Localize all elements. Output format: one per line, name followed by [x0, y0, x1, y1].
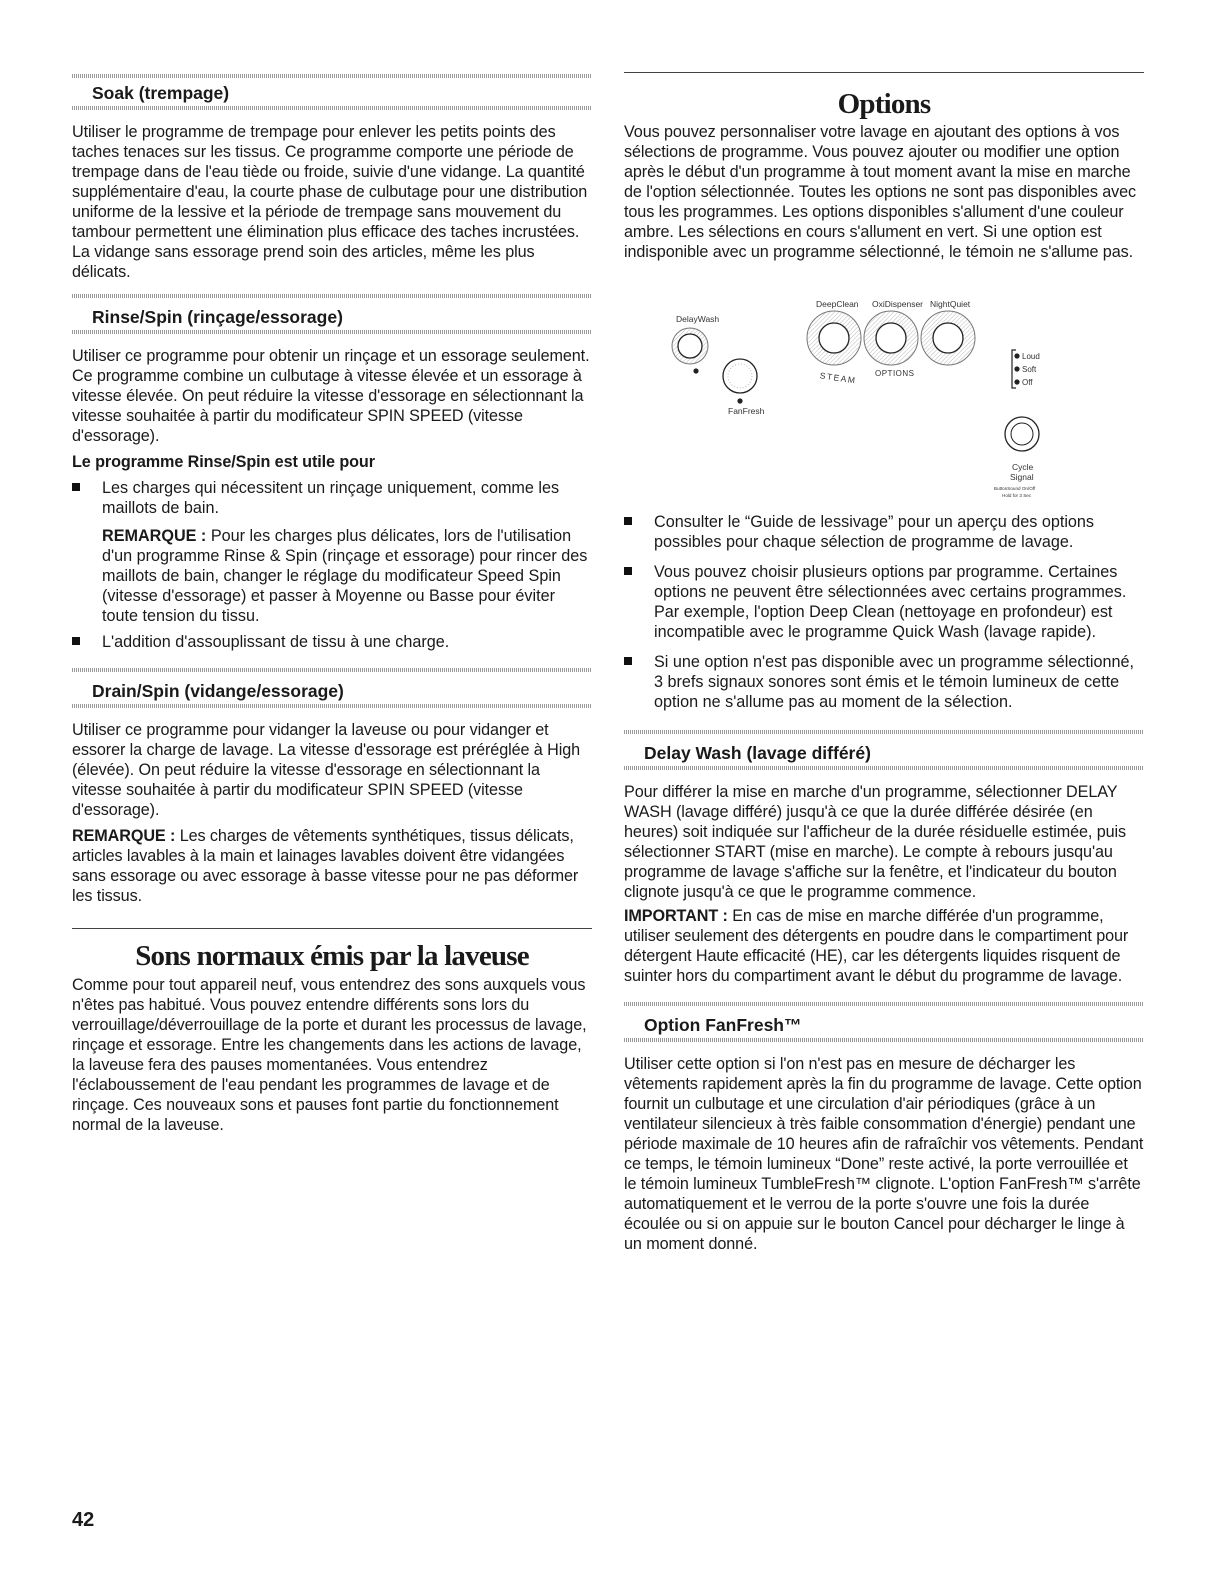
control-panel-figure	[672, 296, 1040, 516]
sounds-body: Comme pour tout appareil neuf, vous entendrez des sons auxquels vous n'êtes pas habitué. Vous pouvez entendre différents sons lors du verrouillage/déverrouillage de la porte et durant les processus de lavage, rinçage et essorage. Entre les changements dans les actions de lavage, la laveuse fera des pauses momentanées. Vous entendrez l'éclaboussement de l'eau pendant les programmes de lavage et de rinçage. Ces nouveaux sons et pauses font partie du fonctionnement normal de la laveuse.	[72, 976, 587, 1134]
rinse-spin-note	[72, 526, 592, 626]
note-label: REMARQUE :	[72, 827, 176, 845]
knob-icon	[933, 323, 963, 353]
delay-wash-button[interactable]	[672, 328, 708, 364]
hold-label: Hold for 3 Sec	[1002, 493, 1032, 498]
drain-spin-title: Drain/Spin (vidange/essorage)	[92, 681, 344, 701]
oxi-dispenser-button[interactable]	[864, 311, 918, 365]
fanfresh-button[interactable]	[723, 359, 757, 393]
note-text: Les charges de vêtements synthétiques, tissus délicats, articles lavables à la main et lainages lavables doivent être vidangées sans essorage ou avec essorage à basse vitesse pour ne pas déformer les tissus.	[72, 827, 579, 905]
cycle-label: Cycle	[1012, 462, 1034, 472]
options-body: Vous pouvez personnaliser votre lavage en ajoutant des options à vos sélections de programme. Vous pouvez ajouter ou modifier une option après le début d'un programme à tout moment avant la mise en marche de l'option sélectionnée. Toutes les options ne sont pas disponibles avec tous les programmes. Les options disponibles s'allument d'une couleur ambre. Les sélections en cours s'allument en vert. Si une option est indisponible avec un programme sélectionné, le témoin ne s'allume pas.	[624, 123, 1137, 261]
rinse-spin-title: Rinse/Spin (rinçage/essorage)	[92, 307, 343, 327]
soft-label: Soft	[1022, 365, 1037, 374]
knob-icon	[1005, 417, 1039, 451]
list-item	[72, 478, 592, 518]
delay-wash-body: Pour différer la mise en marche d'un programme, sélectionner DELAY WASH (lavage différé) jusqu'à ce que la durée différée désirée (en heures) soit indiquée sur l'afficheur de la durée résiduelle estimée, puis sélectionner START (mise en marche). Le compte à rebours jusqu'au programme de lavage s'affiche sur la fenêtre, et l'indicateur du bouton clignote jusqu'à ce que le programme commence.	[624, 783, 1126, 901]
bullet-square-icon	[624, 517, 632, 525]
note-text: Pour les charges plus délicates, lors de l'utilisation d'un programme Rinse & Spin (rinçage et essorage) pour rincer des maillots de bain, changer le réglage du modificateur Speed Spin (vitesse d'essorage) et passer à Moyenne ou Basse pour éviter toute tension du tissu.	[102, 527, 588, 625]
indicator-dot-icon	[1014, 366, 1019, 371]
rinse-spin-useful-heading: Le programme Rinse/Spin est utile pour	[72, 453, 375, 471]
deep-clean-label: DeepClean	[816, 299, 859, 309]
drain-spin-body: Utiliser ce programme pour vidanger la laveuse ou pour vidanger et essorer la charge de lavage. La vitesse d'essorage est préréglée à High (élevée). On peut réduire la vitesse d'essorage en sélectionnant la vitesse souhaitée à partir du modificateur SPIN SPEED (vitesse d'essorage).	[72, 721, 580, 819]
night-quiet-label: NightQuiet	[930, 299, 971, 309]
bullet-square-icon	[624, 657, 632, 665]
rinse-spin-bullet-1: Les charges qui nécessitent un rinçage uniquement, comme les maillots de bain.	[102, 479, 560, 517]
left-column	[72, 0, 592, 1135]
indicator-dot-icon	[1014, 353, 1019, 358]
bullet-square-icon	[624, 567, 632, 575]
fanfresh-title: Option FanFresh™	[644, 1015, 802, 1035]
right-column	[624, 0, 1144, 1254]
knob-icon	[678, 334, 702, 358]
indicator-dot-icon	[1014, 379, 1019, 384]
options-bullet-1: Consulter le “Guide de lessivage” pour un aperçu des options possibles pour chaque sélection de programme de lavage.	[654, 513, 1095, 551]
cycle-signal-button[interactable]	[1005, 417, 1039, 451]
knob-icon	[876, 323, 906, 353]
fanfresh-label: FanFresh	[728, 406, 765, 416]
knob-icon	[819, 323, 849, 353]
off-label: Off	[1022, 378, 1033, 387]
bullet-square-icon	[72, 483, 80, 491]
fanfresh-body: Utiliser cette option si l'on n'est pas en mesure de décharger les vêtements rapidement après la fin du programme de lavage. Cette option fournit un culbutage et une circulation d'air périodiques (grâce à un ventilateur silencieux à très faible consommation d'énergie) pendant une période maximale de 10 heures afin de rafraîchir vos vêtements. Pendant ce temps, le témoin lumineux “Done” reste activé, la porte verrouillée et le témoin lumineux TumbleFresh™ clignote. L'option FanFresh™ s'arrête automatiquement et le verrou de la porte s'ouvre une fois la durée écoulée ou si on appuie sur le bouton Cancel pour décharger le linge à un moment donné.	[624, 1055, 1144, 1253]
options-bullet-2: Vous pouvez choisir plusieurs options par programme. Certaines options ne peuvent être sélectionnées avec certains programmes. Par exemple, l'option Deep Clean (nettoyage en profondeur) est incompatible avec le programme Quick Wash (lavage rapide).	[654, 563, 1127, 641]
delay-wash-important	[624, 906, 1144, 986]
delay-wash-title: Delay Wash (lavage différé)	[644, 743, 871, 763]
indicator-dot-icon	[693, 368, 698, 373]
signal-label: Signal	[1010, 472, 1034, 482]
oxi-dispenser-label: OxiDispenser	[872, 299, 924, 309]
options-list	[624, 512, 1144, 712]
delay-wash-label: DelayWash	[676, 314, 720, 324]
important-text: En cas de mise en marche différée d'un programme, utiliser seulement des détergents en poudre dans le compartiment pour détergent Haute efficacité (HE), car les détergents liquides risquent de suinter hors du compartiment avant le début du programme de lavage.	[624, 907, 1129, 985]
sounds-title: Sons normaux émis par la laveuse	[135, 940, 529, 972]
loud-label: Loud	[1022, 352, 1040, 361]
button-sound-label: ButtonSound On/Off	[994, 486, 1036, 491]
rinse-spin-bullet-2: L'addition d'assouplissant de tissu à une charge.	[102, 633, 450, 651]
rinse-spin-list	[72, 478, 592, 518]
note-label: REMARQUE :	[102, 527, 207, 545]
list-item	[624, 512, 1144, 552]
options-panel-label: OPTIONS	[875, 369, 915, 378]
drain-spin-note	[72, 826, 592, 906]
night-quiet-button[interactable]	[921, 311, 975, 365]
list-item	[72, 632, 592, 652]
options-bullet-3: Si une option n'est pas disponible avec un programme sélectionné, 3 brefs signaux sonores sont émis et le témoin lumineux de cette option ne s'allume pas au moment de la sélection.	[654, 653, 1135, 711]
list-item	[624, 562, 1144, 642]
indicator-dot-icon	[737, 398, 742, 403]
options-title: Options	[837, 88, 931, 120]
bullet-square-icon	[72, 637, 80, 645]
soak-title: Soak (trempage)	[92, 83, 230, 103]
rinse-spin-list-2	[72, 632, 592, 652]
deep-clean-button[interactable]	[807, 311, 861, 365]
rinse-spin-body: Utiliser ce programme pour obtenir un rinçage et un essorage seulement. Ce programme combine un culbutage à vitesse élevée et un essorage à vitesse élevée. On peut réduire la vitesse d'essorage en sélectionnant la vitesse souhaitée à partir du modificateur SPIN SPEED (vitesse d'essorage).	[72, 347, 590, 445]
steam-label: STEAM	[819, 370, 858, 386]
list-item	[624, 652, 1144, 712]
page-number: 42	[72, 1509, 95, 1531]
important-label: IMPORTANT :	[624, 907, 728, 925]
soak-body: Utiliser le programme de trempage pour enlever les petits points des taches tenaces sur les tissus. Ce programme comporte une période de trempage dans de l'eau tiède ou froide, suivie d'une vidange. La quantité supplémentaire d'eau, la courte phase de culbutage pour une distribution uniforme de la lessive et la période de trempage sans mouvement du tambour permettent une élimination plus efficace des taches incrustées. La vidange sans essorage prend soin des articles, même les plus délicats.	[72, 123, 588, 281]
